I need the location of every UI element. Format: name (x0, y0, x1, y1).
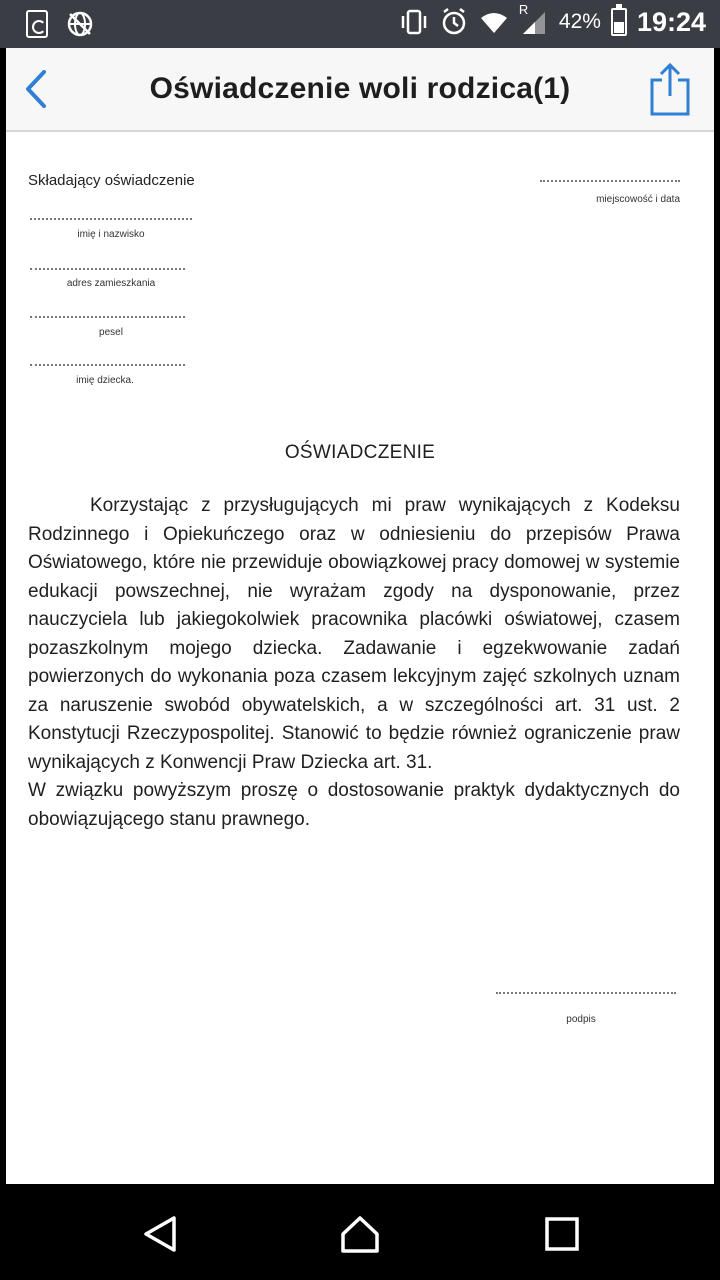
vibrate-icon (399, 6, 429, 38)
status-bar (0, 0, 720, 48)
document-page[interactable] (6, 132, 714, 1184)
cell-signal-icon (518, 2, 549, 38)
no-sync-icon (66, 10, 94, 38)
document-title: OŚWIADCZENIE (284, 442, 436, 463)
wifi-icon (479, 6, 509, 38)
share-icon[interactable] (648, 62, 692, 118)
pesel-line (30, 316, 185, 318)
signature-line (496, 992, 676, 994)
app-header (6, 48, 714, 132)
document-body (28, 492, 680, 834)
roaming-indicator: R (518, 2, 529, 17)
battery-percent: 42% (558, 10, 601, 33)
paragraph-2: W związku powyższym proszę o dostosowanie praktyk dydaktycznych do obowiązującego stanu prawnego. (28, 780, 680, 830)
field-label-pesel: pesel (99, 327, 123, 338)
nav-recents-icon[interactable] (542, 1214, 582, 1254)
alarm-icon (439, 6, 469, 38)
field-label-child: imię dziecka. (76, 375, 134, 386)
place-date-line (540, 180, 680, 182)
signature-label: podpis (566, 1014, 596, 1025)
field-label-name: imię i nazwisko (77, 229, 145, 240)
battery-icon (611, 8, 627, 36)
address-line (30, 268, 185, 270)
nav-back-icon[interactable] (140, 1214, 180, 1254)
paragraph-1: Korzystając z przysługujących mi praw wynikających z Kodeksu Rodzinnego i Opiekuńczego oraz w odniesieniu do przepisów Prawa Oświatowego, które nie przewiduje obowiązkowej pracy domowej w systemie edukacji powszechnej, nie wyrażam zgody na dysponowanie, przez nauczyciela lub jakiegokolwiek pracownika placówki oświatowej, czasem pozaszkolnym mojego dziecka. Zadawanie i egzekwowanie zadań powierzonych do wykonania poza czasem lekcyjnym zajęć szkolnych uznam za naruszenie swobód obywatelskich, a w szczególności art. 31 ust. 2 Konstytucji Rzeczypospolitej. Stanowić to będzie również ograniczenie praw wynikających z Konwencji Praw Dziecka art. 31. (28, 495, 680, 773)
name-line (30, 218, 192, 220)
navigation-bar (0, 1184, 720, 1280)
clock: 19:24 (636, 6, 706, 37)
child-name-line (30, 364, 185, 366)
place-date-label: miejscowość i data (596, 194, 680, 205)
sender-label: Składający oświadczenie (28, 172, 195, 189)
app-notification-icon (26, 10, 48, 38)
field-label-address: adres zamieszkania (66, 278, 156, 289)
page-title: Oświadczenie woli rodzica(1) (149, 72, 571, 105)
nav-home-icon[interactable] (340, 1214, 380, 1254)
